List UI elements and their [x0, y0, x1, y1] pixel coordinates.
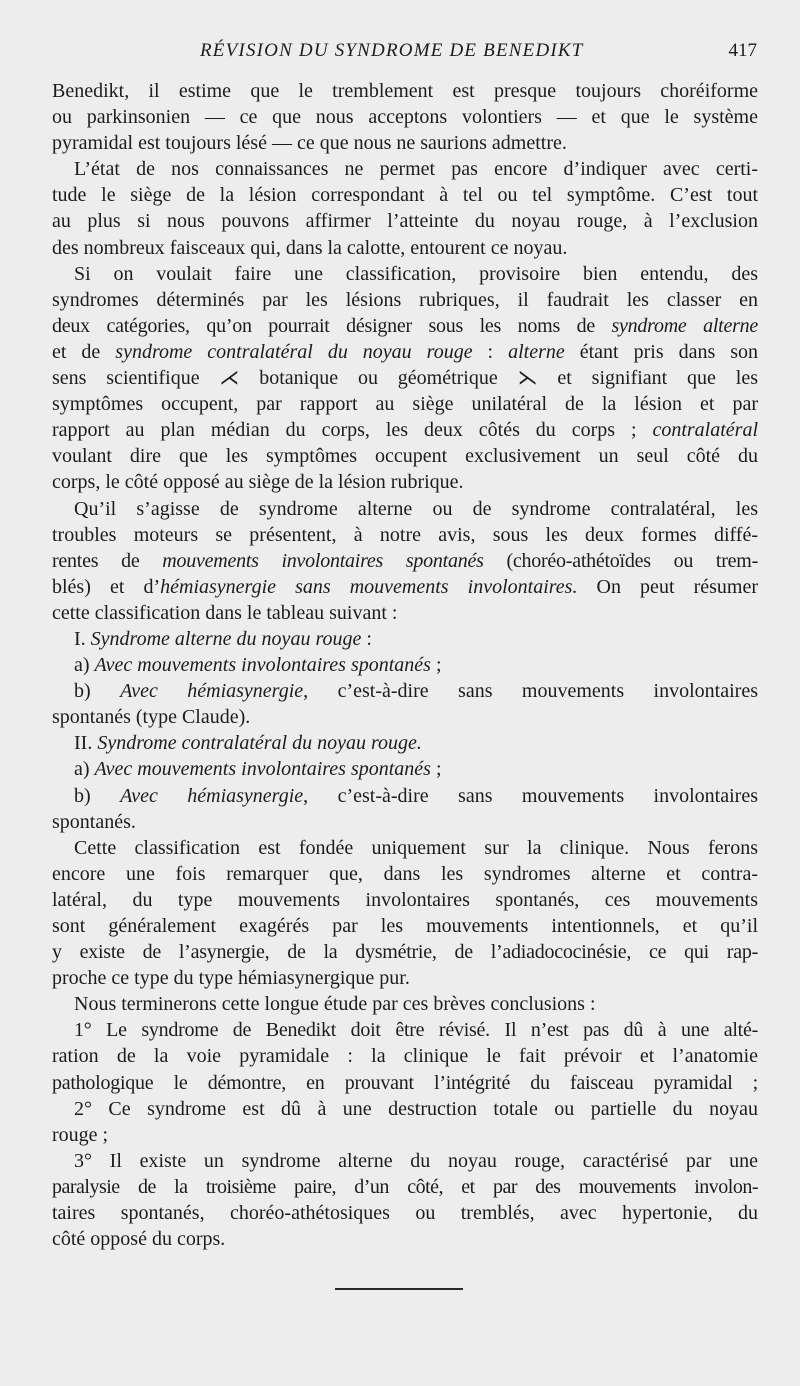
text-line	[52, 756, 758, 782]
text-segment: :	[361, 627, 372, 650]
text-line	[52, 1200, 758, 1226]
text-segment: Cette classification est fondée uniquement sur la clinique. Nous ferons	[74, 836, 758, 859]
text-line	[52, 208, 758, 234]
text-segment: I.	[74, 627, 91, 650]
italic-segment: Syndrome alterne du noyau rouge	[90, 627, 362, 650]
text-segment: spontanés.	[52, 810, 136, 833]
text-segment: y existe de l’asynergie, de la dysmétrie, de l’adiadococinésie, ce qui rap-	[52, 941, 758, 964]
closing-rule	[335, 1288, 463, 1290]
text-segment: pathologique le démontre, en prouvant l’intégrité du faisceau pyramidal ;	[52, 1071, 758, 1094]
text-line	[52, 522, 758, 548]
text-line	[52, 130, 758, 156]
text-segment: , c’est-à-dire sans mouvements involontaires	[303, 784, 758, 807]
text-line	[52, 1226, 758, 1252]
text-line	[52, 965, 758, 991]
text-segment: a)	[74, 654, 95, 677]
text-line	[52, 939, 758, 965]
text-segment: ;	[430, 758, 442, 781]
text-line	[52, 678, 758, 704]
text-line	[52, 1070, 758, 1096]
text-segment: Qu’il s’agisse de syndrome alterne ou de syndrome contralatéral, les	[74, 497, 758, 520]
text-segment: syndromes déterminés par les lésions rubriques, il faudrait les classer en	[52, 288, 758, 311]
text-line	[52, 78, 758, 104]
text-line	[52, 809, 758, 835]
text-line	[52, 730, 758, 756]
text-segment: encore une fois remarquer que, dans les syndromes alterne et contra-	[52, 862, 758, 885]
text-line	[52, 287, 758, 313]
text-segment: (choréo-athétoïdes ou trem-	[483, 549, 758, 572]
text-line	[52, 1043, 758, 1069]
text-line	[52, 391, 758, 417]
text-segment: L’état de nos connaissances ne permet pas encore d’indiquer avec certi-	[74, 158, 758, 181]
text-line	[52, 1148, 758, 1174]
text-segment: rapport au plan médian du corps, les deux côtés du corps ;	[52, 419, 653, 442]
text-line	[52, 1174, 758, 1200]
text-line	[52, 574, 758, 600]
italic-segment: Avec hémiasynergie	[120, 784, 304, 807]
text-line	[52, 600, 758, 626]
italic-segment: Syndrome contralatéral du noyau rouge.	[97, 732, 422, 755]
text-line	[52, 783, 758, 809]
italic-segment: alterne	[508, 340, 565, 363]
text-line	[52, 104, 758, 130]
text-segment: spontanés (type Claude).	[52, 706, 251, 729]
text-line	[52, 1096, 758, 1122]
text-segment: Nous terminerons cette longue étude par ces brèves conclusions :	[74, 993, 596, 1016]
italic-segment: Avec mouvements involontaires spontanés	[94, 654, 431, 677]
text-line	[52, 235, 758, 261]
text-line	[52, 704, 758, 730]
text-segment: , c’est-à-dire sans mouvements involontaires	[303, 680, 758, 703]
text-segment: rentes de	[52, 549, 163, 572]
text-line	[52, 1122, 758, 1148]
text-line	[52, 443, 758, 469]
page-number: 417	[728, 40, 757, 61]
running-header	[52, 40, 757, 66]
text-segment: a)	[74, 758, 95, 781]
text-segment: des nombreux faisceaux qui, dans la calotte, entourent ce noyau.	[52, 236, 568, 259]
text-segment: ;	[430, 654, 442, 677]
italic-segment: mouvements involontaires spontanés	[162, 549, 484, 572]
text-segment: 3° Il existe un syndrome alterne du noyau rouge, caractérisé par une	[74, 1149, 758, 1172]
text-line	[52, 496, 758, 522]
italic-segment: syndrome contralatéral du noyau rouge	[115, 340, 473, 363]
italic-segment: hémiasynergie sans mouvements involontaires.	[160, 575, 578, 598]
text-segment: pyramidal est toujours lésé — ce que nous ne saurions admettre.	[52, 132, 567, 155]
text-segment: b)	[74, 680, 121, 703]
text-line	[52, 861, 758, 887]
text-line	[52, 913, 758, 939]
text-segment: au plus si nous pouvons affirmer l’atteinte du noyau rouge, à l’exclusion	[52, 210, 758, 233]
text-segment: blés) et d’	[52, 575, 161, 598]
text-line	[52, 835, 758, 861]
text-line	[52, 548, 758, 574]
text-segment: Benedikt, il estime que le tremblement est presque toujours choréiforme	[52, 80, 758, 102]
text-segment: 2° Ce syndrome est dû à une destruction totale ou partielle du noyau	[74, 1097, 758, 1120]
text-segment: On peut résumer	[577, 575, 758, 598]
text-line	[52, 652, 758, 678]
text-line	[52, 313, 758, 339]
text-line	[52, 887, 758, 913]
text-line	[52, 182, 758, 208]
text-segment: ration de la voie pyramidale : la clinique le fait prévoir et l’anatomie	[52, 1045, 758, 1068]
text-segment: sens scientifique ⋌ botanique ou géométrique ⋋ et signifiant que les	[52, 367, 758, 390]
text-line	[52, 365, 758, 391]
text-segment: tude le siège de la lésion correspondant à tel ou tel symptôme. C’est tout	[52, 184, 758, 207]
text-line	[52, 156, 758, 182]
text-segment: paralysie de la troisième paire, d’un côté, et par des mouvements involon-	[52, 1175, 758, 1198]
text-segment: voulant dire que les symptômes occupent exclusivement un seul côté du	[52, 445, 758, 468]
text-segment: proche ce type du type hémiasynergique pur.	[52, 967, 410, 990]
text-line	[52, 417, 758, 443]
text-line	[52, 339, 758, 365]
text-segment: latéral, du type mouvements involontaires spontanés, ces mouvements	[52, 888, 758, 911]
text-segment: rouge ;	[52, 1123, 109, 1146]
body-text	[52, 78, 758, 1252]
text-segment: deux catégories, qu’on pourrait désigner sous les noms de	[52, 314, 612, 337]
text-segment: ou parkinsonien — ce que nous acceptons volontiers — et que le système	[52, 106, 758, 129]
text-line	[52, 261, 758, 287]
running-title: RÉVISION DU SYNDROME DE BENEDIKT	[200, 40, 584, 61]
text-segment: sont généralement exagérés par les mouvements intentionnels, et qu’il	[52, 915, 758, 937]
italic-segment: syndrome alterne	[611, 314, 758, 337]
text-segment: b)	[74, 784, 121, 807]
text-segment: taires spontanés, choréo-athétosiques ou tremblés, avec hypertonie, du	[52, 1202, 758, 1225]
text-line	[52, 991, 758, 1017]
text-segment: et de	[52, 340, 116, 363]
text-segment: :	[472, 340, 509, 363]
text-segment: corps, le côté opposé au siège de la lésion rubrique.	[52, 471, 464, 494]
text-segment: cette classification dans le tableau suivant :	[52, 601, 398, 624]
text-segment: troubles moteurs se présentent, à notre avis, sous les deux formes diffé-	[52, 523, 758, 546]
italic-segment: contralatéral	[652, 419, 758, 442]
text-segment: II.	[74, 732, 98, 755]
text-segment: Si on voulait faire une classification, provisoire bien entendu, des	[74, 262, 758, 285]
text-line	[52, 626, 758, 652]
text-segment: côté opposé du corps.	[52, 1228, 226, 1251]
text-line	[52, 469, 758, 495]
italic-segment: Avec hémiasynergie	[120, 680, 304, 703]
text-segment: étant pris dans son	[564, 340, 758, 363]
text-segment: 1° Le syndrome de Benedikt doit être révisé. Il n’est pas dû à une alté-	[74, 1019, 758, 1042]
italic-segment: Avec mouvements involontaires spontanés	[94, 758, 431, 781]
text-segment: symptômes occupent, par rapport au siège unilatéral de la lésion et par	[52, 393, 758, 416]
text-line	[52, 1017, 758, 1043]
